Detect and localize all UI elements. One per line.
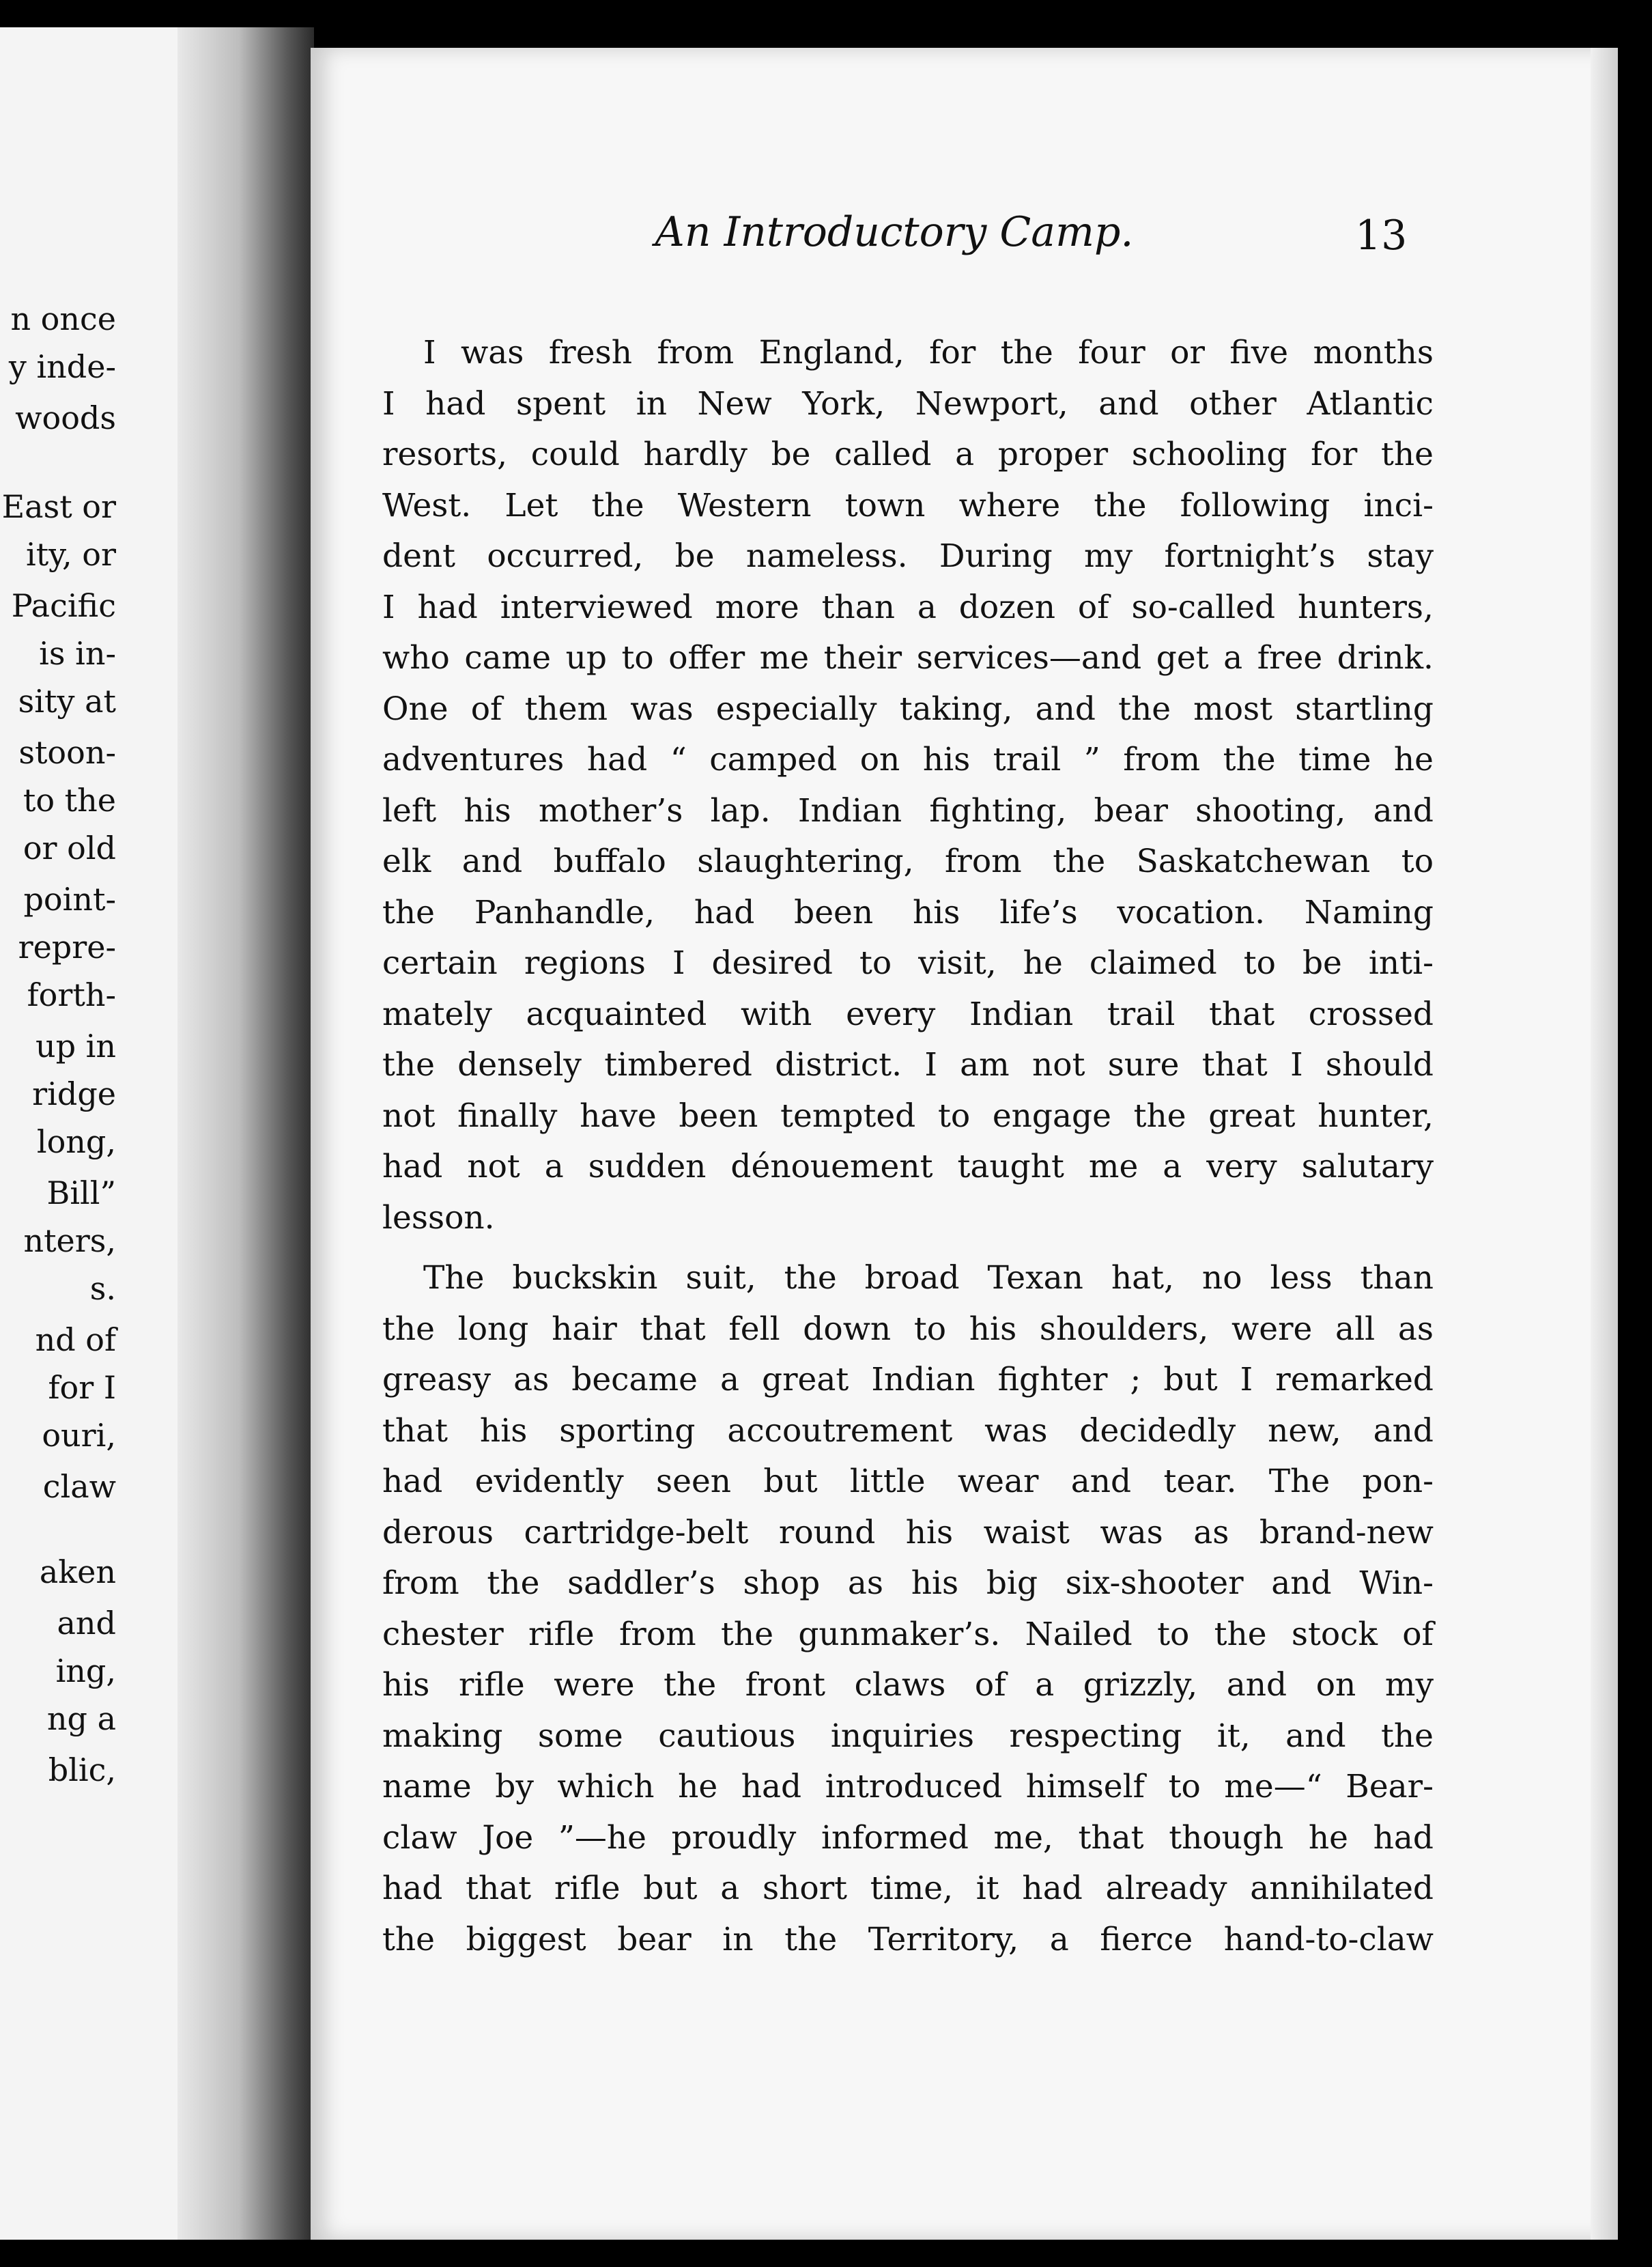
text-line: had not a sudden dénouement taught me a very salutary (382, 1148, 1434, 1185)
facing-page-fragment: ng a (46, 1700, 116, 1737)
facing-page-fragment: woods (15, 399, 116, 436)
facing-page-fragment: long, (36, 1123, 116, 1160)
facing-page-fragment: point- (23, 881, 116, 918)
text-line: the Panhandle, had been his life’s vocation. Naming (382, 893, 1434, 931)
facing-page-fragment: ity, or (25, 536, 116, 573)
facing-page-fragment: East or (1, 488, 116, 525)
text-line: dent occurred, be nameless. During my fortnight’s stay (382, 537, 1434, 575)
facing-page-fragment: to the (23, 782, 116, 819)
page-number: 13 (1355, 212, 1408, 259)
text-line: left his mother’s lap. Indian fighting, bear shooting, and (382, 791, 1434, 830)
text-line: the densely timbered district. I am not sure that I should (382, 1046, 1434, 1084)
text-line: had evidently seen but little wear and tear. The pon- (382, 1463, 1434, 1500)
facing-page-fragment: y inde- (8, 348, 116, 385)
text-line: his rifle were the front claws of a grizzly, and on my (382, 1666, 1434, 1704)
facing-page-fragment: s. (89, 1270, 116, 1307)
facing-page-fragment: ouri, (42, 1417, 116, 1454)
facing-page-fragment: Bill” (46, 1174, 116, 1211)
text-line: One of them was especially taking, and the most startling (382, 690, 1434, 728)
text-line: greasy as became a great Indian fighter ; but I remarked (382, 1361, 1434, 1398)
text-line: not finally have been tempted to engage the great hunter, (382, 1097, 1434, 1135)
facing-page-fragment: repre- (18, 929, 116, 966)
text-line: mately acquainted with every Indian trail that crossed (382, 995, 1434, 1033)
text-line: lesson. (382, 1198, 495, 1237)
facing-page-fragment: aken (39, 1553, 116, 1590)
text-line: who came up to offer me their services—and get a free drink. (382, 639, 1434, 677)
text-line: the long hair that fell down to his shoulders, were all as (382, 1310, 1434, 1348)
facing-page-fragment: is in- (39, 635, 116, 672)
gutter-shadow (177, 27, 314, 2240)
text-line: West. Let the Western town where the following inci- (382, 486, 1434, 524)
text-line: adventures had “ camped on his trail ” from the time he (382, 741, 1434, 778)
body-text (382, 328, 1434, 1965)
facing-page-fragment: forth- (27, 976, 116, 1013)
facing-page-fragment: or old (23, 830, 116, 867)
text-line: I had interviewed more than a dozen of so-called hunters, (382, 588, 1434, 626)
text-line: elk and buffalo slaughtering, from the Saskatchewan to (382, 843, 1434, 880)
text-line: The buckskin suit, the broad Texan hat, no less than (423, 1259, 1434, 1297)
text-line: I was fresh from England, for the four or five months (423, 334, 1434, 371)
running-head: An Introductory Camp. (655, 208, 1134, 256)
page-edge (1591, 48, 1618, 2240)
facing-page-fragment: for I (48, 1369, 116, 1406)
text-line: from the saddler’s shop as his big six-shooter and Win- (382, 1564, 1434, 1602)
facing-page-fragment: nters, (23, 1222, 116, 1259)
text-line: claw Joe ”—he proudly informed me, that though he had (382, 1818, 1434, 1857)
facing-page-fragment: blic, (48, 1751, 116, 1788)
facing-page-fragment: nd of (35, 1321, 116, 1358)
text-line: that his sporting accoutrement was decidedly new, and (382, 1411, 1434, 1450)
facing-page-fragment: ridge (32, 1075, 116, 1112)
text-line: chester rifle from the gunmaker’s. Nailed to the stock of (382, 1615, 1434, 1653)
facing-page-fragment: up in (35, 1028, 116, 1065)
text-line: I had spent in New York, Newport, and other Atlantic (382, 384, 1434, 423)
facing-page-fragment: stoon- (18, 734, 116, 771)
facing-page-fragment: n once (10, 300, 116, 337)
text-line: name by which he had introduced himself to me—“ Bear- (382, 1768, 1434, 1805)
text-line: certain regions I desired to visit, he claimed to be inti- (382, 944, 1434, 982)
facing-page-fragment: Pacific (11, 587, 116, 624)
text-line: resorts, could hardly be called a proper schooling for the (382, 436, 1434, 473)
text-line: had that rifle but a short time, it had already annihilated (382, 1870, 1434, 1907)
facing-page-fragment: and (57, 1605, 116, 1642)
text-line: making some cautious inquiries respecting it, and the (382, 1717, 1434, 1755)
facing-page-fragment: claw (42, 1468, 116, 1505)
facing-page-fragment: ing, (55, 1652, 116, 1689)
text-line: derous cartridge-belt round his waist was as brand-new (382, 1513, 1434, 1551)
facing-page-fragment: sity at (18, 683, 116, 720)
text-line: the biggest bear in the Territory, a fierce hand-to-claw (382, 1920, 1434, 1958)
paragraph-gap (382, 1243, 1434, 1253)
